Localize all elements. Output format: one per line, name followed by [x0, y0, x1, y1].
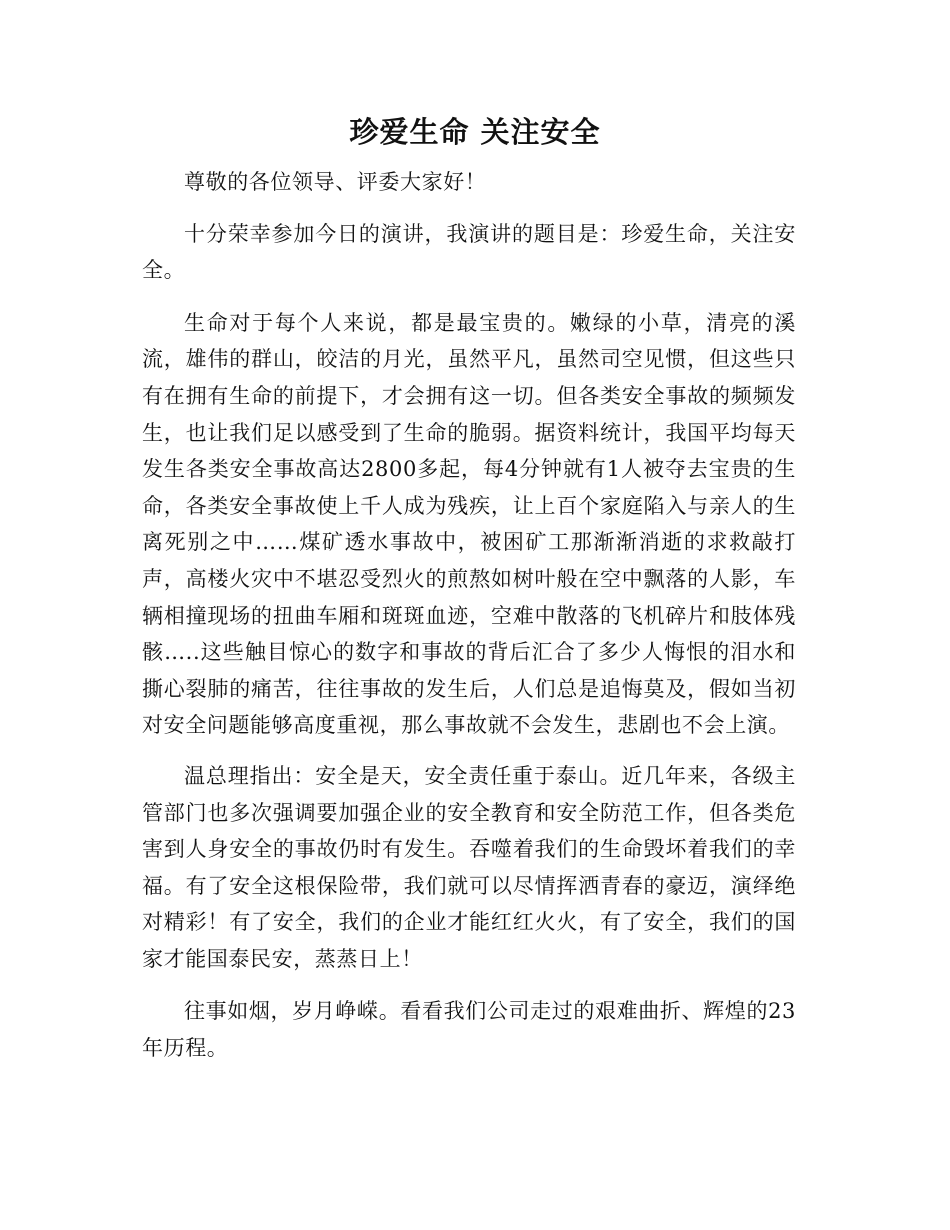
paragraph-introduction: 十分荣幸参加今日的演讲，我演讲的题目是：珍爱生命，关注安全。: [142, 221, 796, 283]
paragraph-safety-responsibility: 温总理指出：安全是天，安全责任重于泰山。近几年来，各级主管部门也多次强调要加强企业的安全教育和安全防范工作，但各类危害到人身安全的事故仍时有发生。吞噬着我们的生命毁坏着我们的幸福。有了安全这根保险带，我们就可以尽情挥洒青春的豪迈，演绎绝对精彩！有了安全，我们的企业才能红红火火，有了安全，我们的国家才能国泰民安，蒸蒸日上！: [142, 763, 796, 971]
paragraph-greeting: 尊敬的各位领导、评委大家好！: [184, 170, 487, 194]
paragraph-company-history: 往事如烟，岁月峥嵘。看看我们公司走过的艰难曲折、辉煌的23年历程。: [142, 999, 796, 1061]
paragraph-value-of-life: 生命对于每个人来说，都是最宝贵的。嫩绿的小草，清亮的溪流，雄伟的群山，皎洁的月光，虽然平凡，虽然司空见惯，但这些只有在拥有生命的前提下，才会拥有这一切。但各类安全事故的频频发生，也让我们足以感受到了生命的脆弱。据资料统计，我国平均每天发生各类安全事故高达2800多起，每4分钟就有1人被夺去宝贵的生命，各类安全事故使上千人成为残疾，让上百个家庭陷入与亲人的生离死别之中……煤矿透水事故中，被困矿工那渐渐消逝的求救敲打声，高楼火灾中不堪忍受烈火的煎熬如树叶般在空中飘落的人影，车辆相撞现场的扭曲车厢和斑斑血迹，空难中散落的飞机碎片和肢体残骸…..这些触目惊心的数字和事故的背后汇合了多少人悔恨的泪水和撕心裂肺的痛苦，往往事故的发生后，人们总是追悔莫及，假如当初对安全问题能够高度重视，那么事故就不会发生，悲剧也不会上演。: [142, 310, 796, 738]
document-title: 珍爱生命 关注安全: [349, 115, 601, 149]
document-body: [142, 164, 796, 1067]
